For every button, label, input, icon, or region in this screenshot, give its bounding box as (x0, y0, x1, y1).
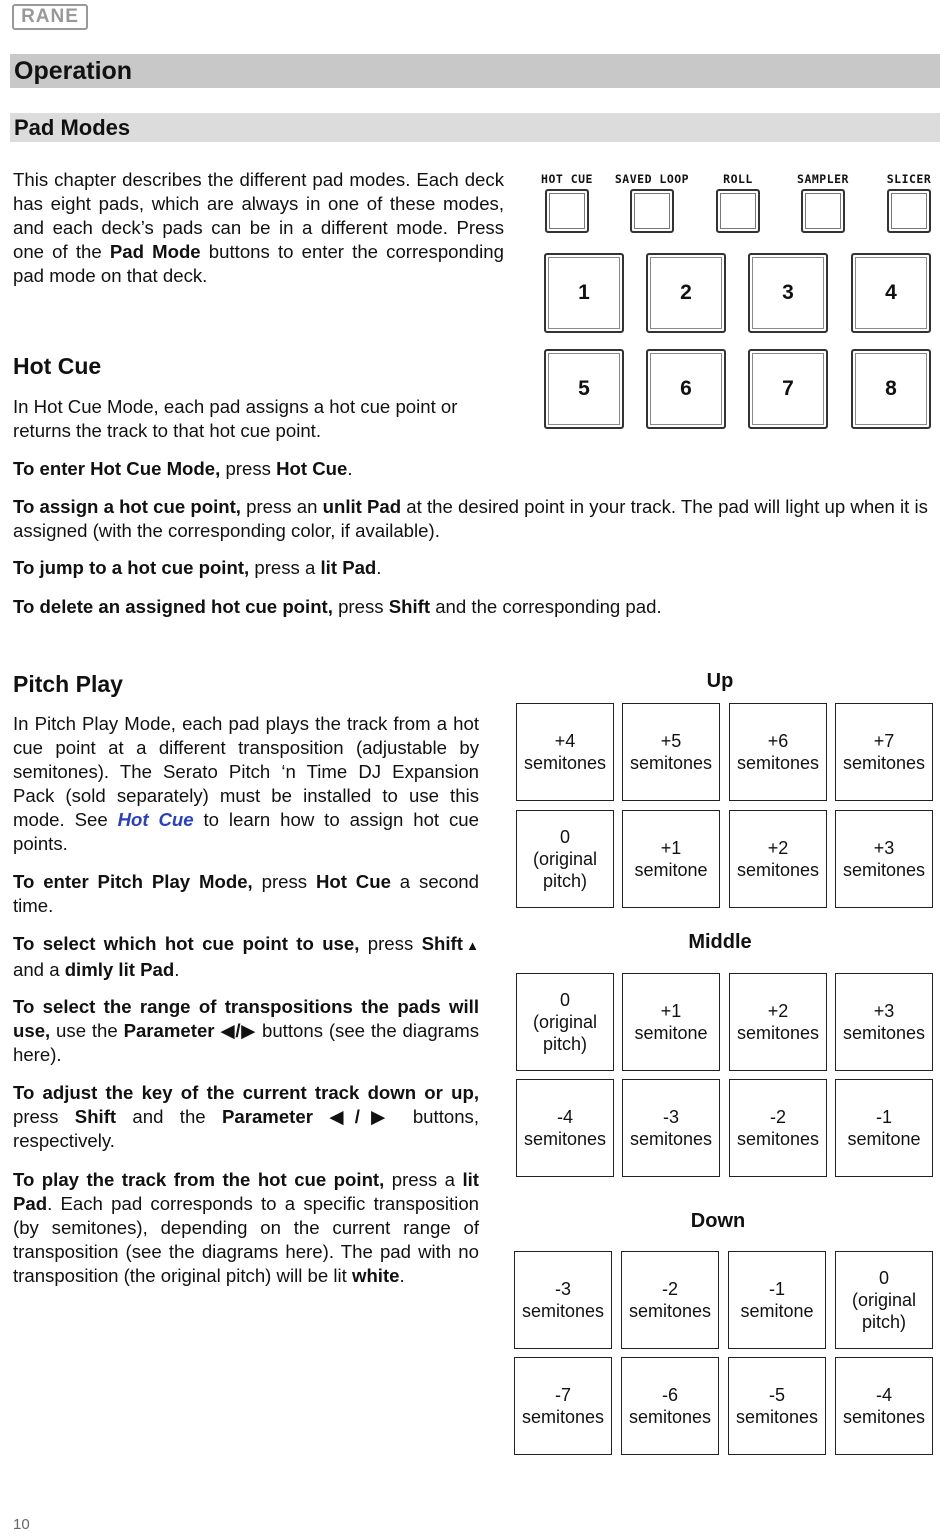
middle-cell-7: -2 semitones (729, 1079, 827, 1177)
hot-cue-heading: Hot Cue (13, 353, 102, 379)
up-cell-5: 0 (original pitch) (516, 810, 614, 908)
pad-2: 2 (646, 253, 726, 333)
pitch-play-enter-instruction: To enter Pitch Play Mode, press Hot Cue a second time. (13, 871, 479, 916)
shift-up-arrow-icon: ▲ (462, 938, 479, 953)
pitch-play-adjust-instruction: To adjust the key of the current track down or up, press Shift and the Parameter ◀/▶ buttons, respectively. (13, 1082, 479, 1151)
pad-3: 3 (748, 253, 828, 333)
pad-6: 6 (646, 349, 726, 429)
sampler-mode-button (801, 189, 845, 233)
up-cell-3: +6 semitones (729, 703, 827, 801)
middle-cell-2: +1 semitone (622, 973, 720, 1071)
mode-label-saved-loop: SAVED LOOP (614, 172, 690, 186)
diagram-title-middle: Middle (688, 931, 752, 953)
pitch-play-heading: Pitch Play (13, 671, 123, 697)
pad-4: 4 (851, 253, 931, 333)
pad-5: 5 (544, 349, 624, 429)
hot-cue-link[interactable]: Hot Cue (117, 809, 194, 830)
up-cell-2: +5 semitones (622, 703, 720, 801)
slicer-mode-button (887, 189, 931, 233)
hot-cue-jump-instruction: To jump to a hot cue point, press a lit Pad. (13, 557, 382, 578)
middle-cell-8: -1 semitone (835, 1079, 933, 1177)
middle-cell-3: +2 semitones (729, 973, 827, 1071)
down-cell-1: -3 semitones (514, 1251, 612, 1349)
down-cell-2: -2 semitones (621, 1251, 719, 1349)
pad-8: 8 (851, 349, 931, 429)
diagram-title-down: Down (690, 1210, 746, 1232)
pitch-play-range-instruction: To select the range of transpositions the pads will use, use the Parameter ◀/▶ buttons (see the diagrams here). (13, 996, 479, 1065)
hot-cue-delete-instruction: To delete an assigned hot cue point, press Shift and the corresponding pad. (13, 596, 662, 617)
saved-loop-mode-button (630, 189, 674, 233)
mode-label-sampler: SAMPLER (797, 172, 849, 186)
intro-paragraph: This chapter describes the different pad modes. Each deck has eight pads, which are always in one of these modes, and each deck’s pads can be in a different mode. Press one of the Pad Mode buttons to enter the corresponding pad mode on that deck. (13, 169, 504, 286)
subsection-title: Pad Modes (10, 113, 940, 142)
down-cell-6: -6 semitones (621, 1357, 719, 1455)
pitch-play-play-instruction: To play the track from the hot cue point, press a lit Pad. Each pad corresponds to a specific transposition (by semitones), depending on the current range of transposition (see the diagrams here). The pad with no transposition (the original pitch) will be lit white. (13, 1169, 479, 1286)
page-number: 10 (13, 1516, 30, 1533)
hot-cue-assign-instruction: To assign a hot cue point, press an unlit Pad at the desired point in your track. The pad will light up when it is assigned (with the corresponding color, if available). (13, 496, 928, 541)
down-cell-5: -7 semitones (514, 1357, 612, 1455)
down-cell-3: -1 semitone (728, 1251, 826, 1349)
down-cell-4: 0 (original pitch) (835, 1251, 933, 1349)
pitch-play-description: In Pitch Play Mode, each pad plays the track from a hot cue point at a different transposition (adjustable by semitones). The Serato Pitch ‘n Time DJ Expansion Pack (sold separately) must be installed to use this mode. See Hot Cue to learn how to assign hot cue points. (13, 713, 479, 854)
up-cell-6: +1 semitone (622, 810, 720, 908)
up-cell-7: +2 semitones (729, 810, 827, 908)
pad-7: 7 (748, 349, 828, 429)
hot-cue-mode-button (545, 189, 589, 233)
hot-cue-description: In Hot Cue Mode, each pad assigns a hot cue point or returns the track to that hot cue point. (13, 396, 458, 441)
diagram-title-up: Up (706, 670, 734, 692)
down-cell-8: -4 semitones (835, 1357, 933, 1455)
up-cell-4: +7 semitones (835, 703, 933, 801)
section-title: Operation (10, 54, 940, 88)
mode-label-roll: ROLL (723, 172, 753, 186)
pitch-play-select-instruction: To select which hot cue point to use, press Shift▲ and a dimly lit Pad. (13, 933, 479, 980)
middle-cell-4: +3 semitones (835, 973, 933, 1071)
middle-cell-5: -4 semitones (516, 1079, 614, 1177)
hot-cue-enter-instruction: To enter Hot Cue Mode, press Hot Cue. (13, 458, 353, 479)
down-cell-7: -5 semitones (728, 1357, 826, 1455)
rane-logo: RANE (12, 4, 88, 30)
middle-cell-1: 0 (original pitch) (516, 973, 614, 1071)
pad-1: 1 (544, 253, 624, 333)
roll-mode-button (716, 189, 760, 233)
up-cell-8: +3 semitones (835, 810, 933, 908)
mode-label-slicer: SLICER (886, 172, 932, 186)
mode-label-hot-cue: HOT CUE (541, 172, 593, 186)
up-cell-1: +4 semitones (516, 703, 614, 801)
middle-cell-6: -3 semitones (622, 1079, 720, 1177)
